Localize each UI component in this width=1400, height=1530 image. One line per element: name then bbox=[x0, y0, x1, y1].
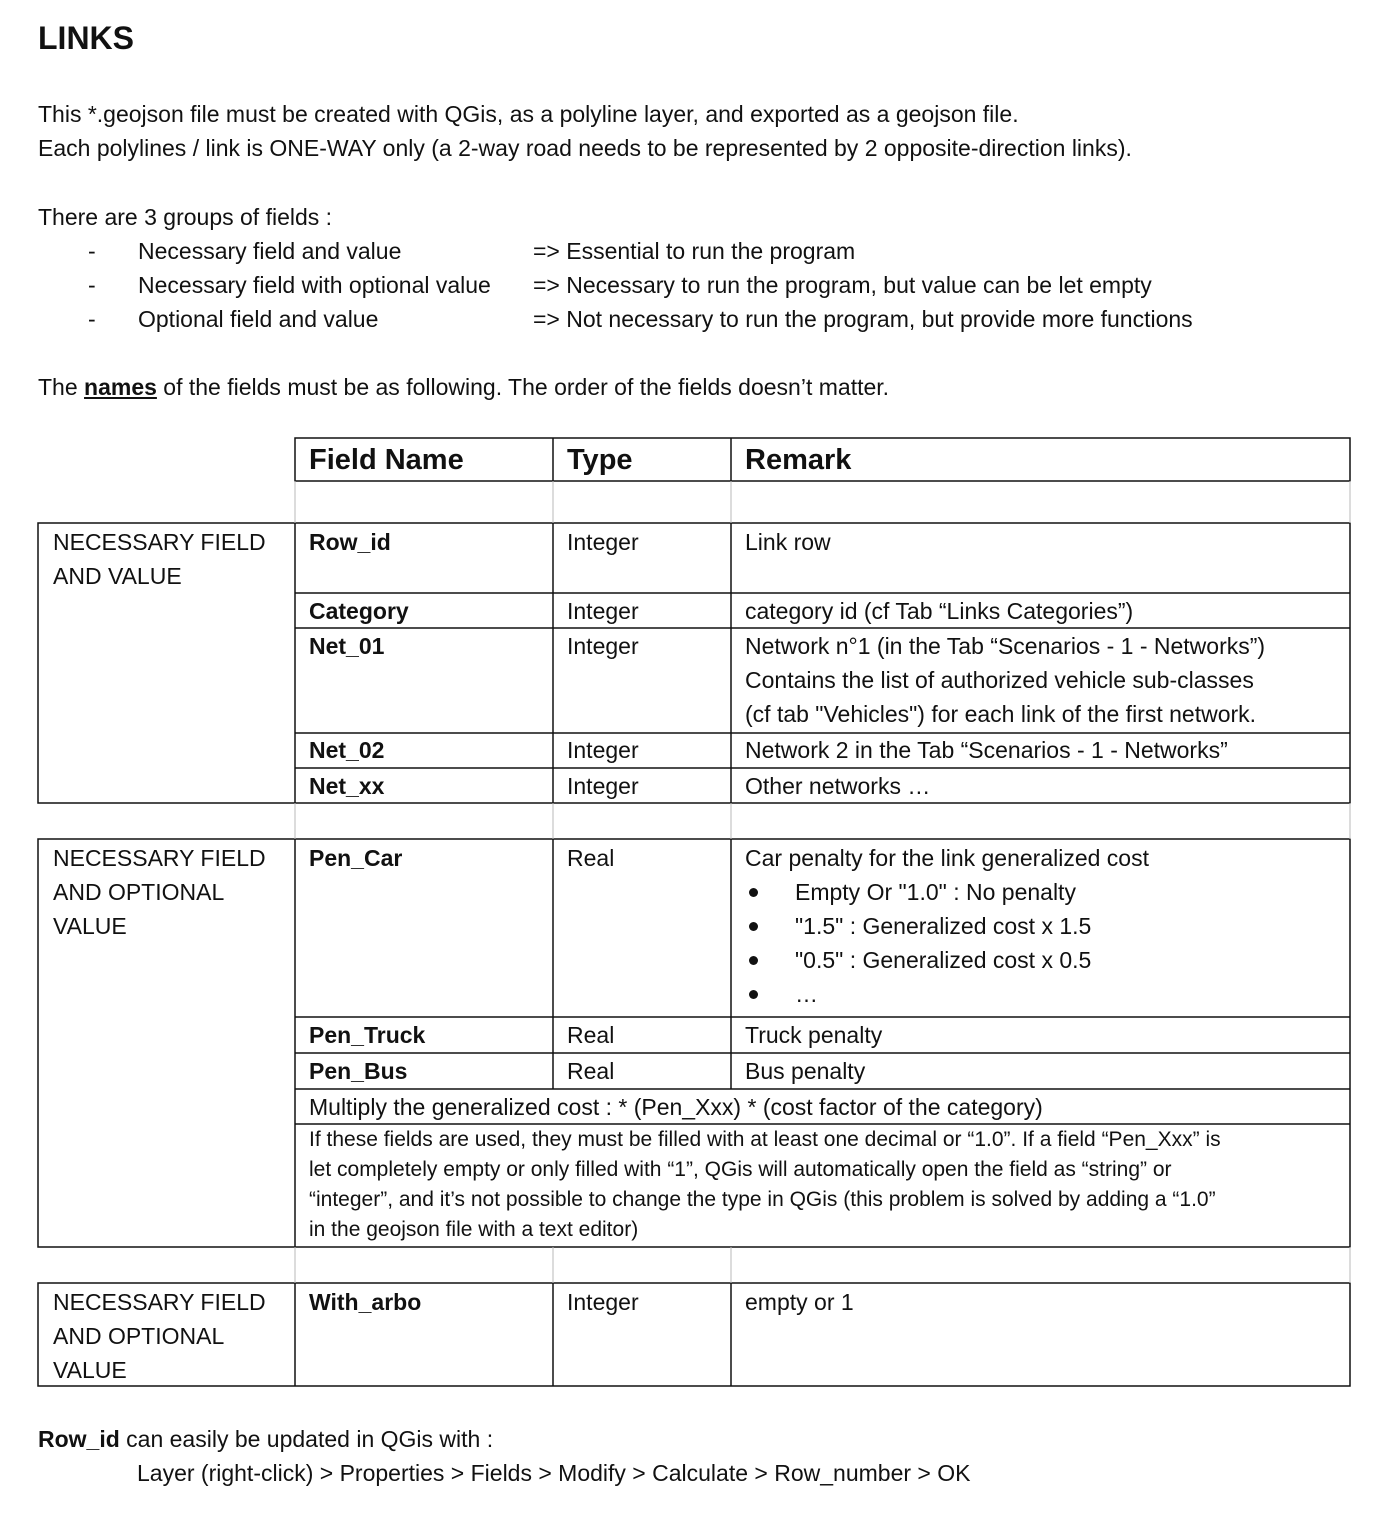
multiply-note: Multiply the generalized cost : * (Pen_Xxx) * (cost factor of the category) bbox=[309, 1094, 1043, 1120]
label-line: NECESSARY FIELD bbox=[53, 1289, 266, 1315]
names-note-bold: names bbox=[84, 374, 157, 400]
type-category: Integer bbox=[567, 598, 639, 624]
note-line: “integer”, and it’s not possible to change the type in QGis (this problem is solved by adding a “1.0” bbox=[309, 1188, 1216, 1211]
dash: - bbox=[88, 238, 96, 264]
remark-net-xx: Other networks … bbox=[745, 773, 931, 799]
field-pen-truck: Pen_Truck bbox=[309, 1022, 426, 1048]
type-row-id: Integer bbox=[567, 529, 639, 555]
field-with-arbo: With_arbo bbox=[309, 1289, 422, 1315]
label-line: NECESSARY FIELD bbox=[53, 845, 266, 871]
note-line: let completely empty or only filled with “1”, QGis will automatically open the field as “string” or bbox=[309, 1158, 1172, 1181]
label-line: NECESSARY FIELD bbox=[53, 529, 266, 555]
footer-text: can easily be updated in QGis with : bbox=[119, 1426, 494, 1452]
section-label-necessary-field-optional-value bbox=[38, 841, 295, 943]
type-pen-bus: Real bbox=[567, 1058, 615, 1084]
section-label-with-arbo bbox=[38, 1285, 295, 1387]
note-line: If these fields are used, they must be filled with at least one decimal or “1.0”. If a field “Pen_Xxx” is bbox=[309, 1128, 1221, 1151]
group-desc: => Essential to run the program bbox=[533, 238, 856, 264]
page-title: LINKS bbox=[38, 20, 134, 56]
group-name: Necessary field and value bbox=[138, 238, 402, 264]
header-remark: Remark bbox=[745, 444, 852, 476]
group-name: Necessary field with optional value bbox=[138, 272, 491, 298]
bullet-item: "1.5" : Generalized cost x 1.5 bbox=[745, 909, 1336, 943]
note-line: in the geojson file with a text editor) bbox=[309, 1218, 639, 1241]
names-note-after: of the fields must be as following. The order of the fields doesn’t matter. bbox=[156, 374, 890, 400]
label-line: VALUE bbox=[53, 1357, 127, 1383]
groups-intro: There are 3 groups of fields : bbox=[38, 204, 333, 230]
remark-pen-car bbox=[731, 841, 1350, 1011]
remark-category: category id (cf Tab “Links Categories”) bbox=[745, 598, 1134, 624]
remark-pen-bus: Bus penalty bbox=[745, 1058, 866, 1084]
type-pen-truck: Real bbox=[567, 1022, 615, 1048]
label-line: AND OPTIONAL bbox=[53, 1323, 225, 1349]
intro-line-1: This *.geojson file must be created with QGis, as a polyline layer, and exported as a geojson file. bbox=[38, 101, 1019, 127]
bullet-item: "0.5" : Generalized cost x 0.5 bbox=[745, 943, 1336, 977]
label-line: AND VALUE bbox=[53, 563, 182, 589]
field-row-id: Row_id bbox=[309, 529, 391, 555]
type-net-02: Integer bbox=[567, 737, 639, 763]
group-name: Optional field and value bbox=[138, 306, 379, 332]
section-label-necessary-field-and-value bbox=[38, 525, 295, 593]
group-desc: => Not necessary to run the program, but provide more functions bbox=[533, 306, 1193, 332]
label-line: AND OPTIONAL bbox=[53, 879, 225, 905]
header-field-name: Field Name bbox=[309, 444, 464, 476]
type-net-xx: Integer bbox=[567, 773, 639, 799]
type-net-01: Integer bbox=[567, 633, 639, 659]
remark-line: Contains the list of authorized vehicle sub-classes bbox=[745, 667, 1254, 693]
type-with-arbo: Integer bbox=[567, 1289, 639, 1315]
footer-note bbox=[38, 1422, 493, 1456]
names-note-before: The bbox=[38, 374, 85, 400]
field-pen-car: Pen_Car bbox=[309, 845, 403, 871]
field-net-02: Net_02 bbox=[309, 737, 385, 763]
field-pen-bus: Pen_Bus bbox=[309, 1058, 408, 1084]
type-pen-car: Real bbox=[567, 845, 615, 871]
remark-with-arbo: empty or 1 bbox=[745, 1289, 854, 1315]
remark-row-id: Link row bbox=[745, 529, 831, 555]
remark-net-01 bbox=[731, 629, 1350, 731]
header-type: Type bbox=[567, 444, 633, 476]
bullet-item: Empty Or "1.0" : No penalty bbox=[745, 875, 1336, 909]
remark-line: Network n°1 (in the Tab “Scenarios - 1 - Networks”) bbox=[745, 633, 1266, 659]
field-category: Category bbox=[309, 598, 409, 624]
pen-fields-note bbox=[295, 1125, 1350, 1245]
remark-line: (cf tab "Vehicles") for each link of the first network. bbox=[745, 701, 1257, 727]
intro-line-2: Each polylines / link is ONE-WAY only (a 2-way road needs to be represented by 2 opposite-direction links). bbox=[38, 135, 1132, 161]
bullet-item: … bbox=[745, 977, 1336, 1011]
dash: - bbox=[88, 306, 96, 332]
group-desc: => Necessary to run the program, but value can be let empty bbox=[533, 272, 1152, 298]
footer-bold: Row_id bbox=[38, 1426, 120, 1452]
remark-line: Car penalty for the link generalized cost bbox=[745, 845, 1149, 871]
remark-net-02: Network 2 in the Tab “Scenarios - 1 - Networks” bbox=[745, 737, 1228, 763]
remark-pen-truck: Truck penalty bbox=[745, 1022, 883, 1048]
field-net-01: Net_01 bbox=[309, 633, 385, 659]
dash: - bbox=[88, 272, 96, 298]
field-net-xx: Net_xx bbox=[309, 773, 385, 799]
footer-path: Layer (right-click) > Properties > Fields > Modify > Calculate > Row_number > OK bbox=[137, 1460, 971, 1486]
label-line: VALUE bbox=[53, 913, 127, 939]
